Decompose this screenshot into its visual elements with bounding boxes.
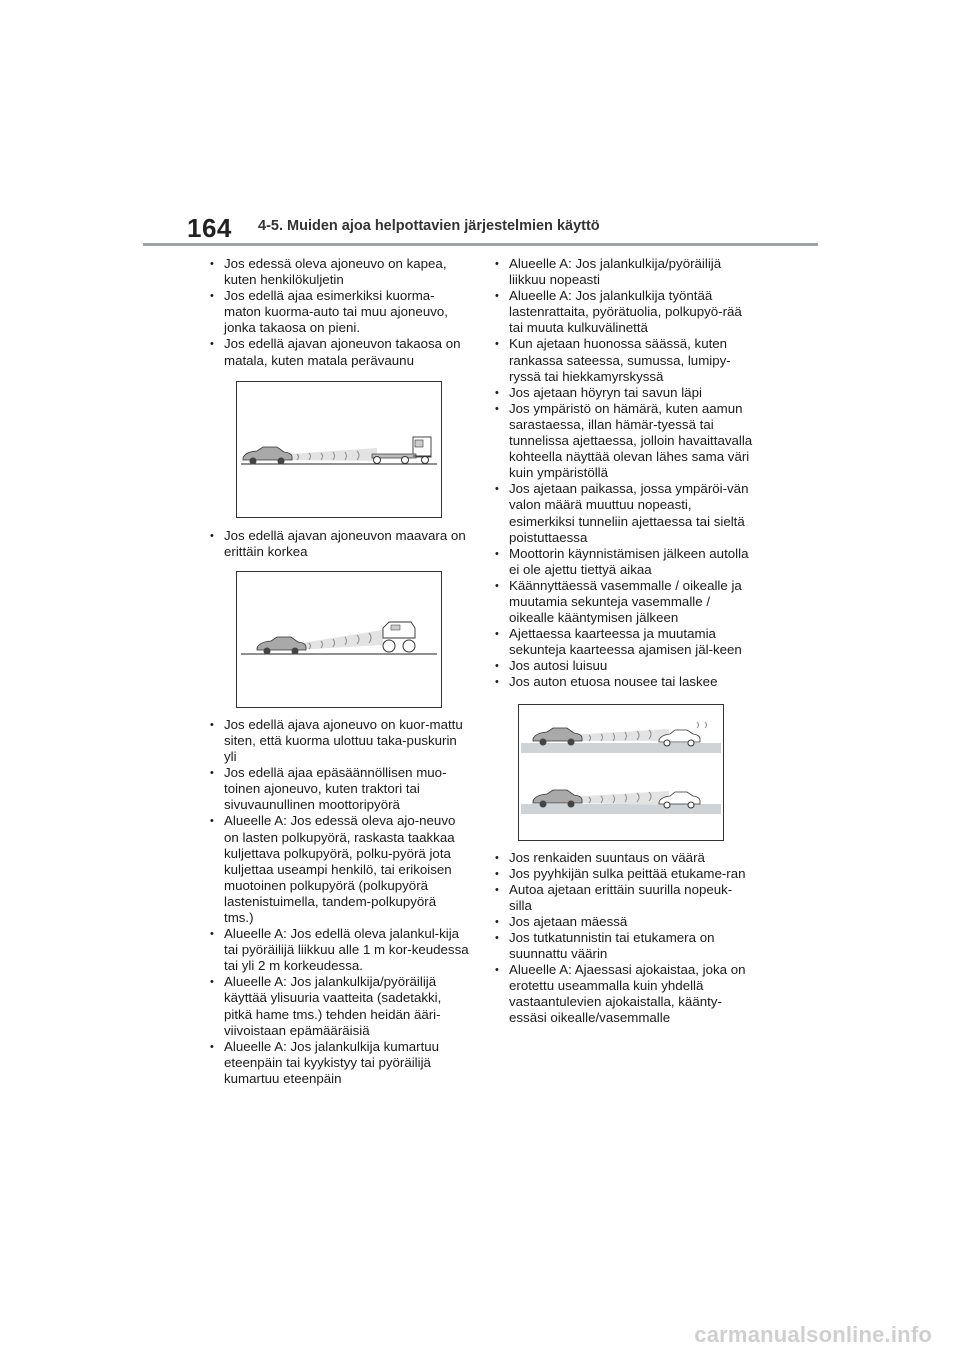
list-item: • Jos ympäristö on hämärä, kuten aamun sarastaessa, illan hämär-tyessä tai tunnelissa ajettaessa, jolloin havaittavalla kohteella näyttää olevan lähes sama väri kuin ympäristöllä [492,401,754,481]
list-item: • Jos auton etuosa nousee tai laskee [492,674,754,690]
list-item: • Jos edellä ajavan ajoneuvon takaosa on matala, kuten matala perävaunu [207,336,469,368]
list-item: • Jos ajetaan höyryn tai savun läpi [492,385,754,401]
list-item: • Jos edellä ajava ajoneuvo on kuor-mattu siten, että kuorma ulottuu taka-puskurin yli [207,717,469,765]
figure-pitch-change [518,704,724,841]
bullet-list-right-2 [492,850,754,1027]
list-item: • Alueelle A: Jos jalankulkija kumartuu eteenpäin tai kyykistyy tai pyöräilijä kumartuu eteenpäin [207,1039,469,1087]
car-icon [257,637,306,655]
list-item: • Jos edellä ajaa esimerkiksi kuorma-maton kuorma-auto tai muu ajoneuvo, jonka takaosa on pieni. [207,288,469,336]
list-item: • Jos edessä oleva ajoneuvo on kapea, kuten henkilökuljetin [207,256,469,288]
list-item: • Jos ajetaan mäessä [492,914,754,930]
list-item: • Kun ajetaan huonossa säässä, kuten rankassa sateessa, sumussa, lumipy-ryssä tai hiekkamyrskyssä [492,336,754,384]
bullet-list-left-3 [207,717,469,1087]
list-item: • Jos ajetaan paikassa, jossa ympäröi-vän valon määrä muuttuu nopeasti, esimerkiksi tunneliin ajettaessa tai sieltä poistuttaessa [492,481,754,545]
section-title: 4-5. Muiden ajoa helpottavien järjestelmien käyttö [258,218,600,234]
list-item: • Alueelle A: Jos edellä oleva jalankul-kija tai pyöräilijä liikkuu alle 1 m kor-keudessa tai yli 2 m korkeudessa. [207,926,469,974]
car-icon [533,728,582,746]
list-item: • Jos pyyhkijän sulka peittää etukame-ran [492,866,754,882]
list-item: • Käännyttäessä vasemmalle / oikealle ja muutamia sekunteja vasemmalle / oikealle kääntymisen jälkeen [492,578,754,626]
page-footer [0,1318,960,1358]
list-item: • Alueelle A: Jos jalankulkija/pyöräilijä käyttää ylisuuria vaatteita (sadetakki, pitkä hame tms.) tehden heidän ääri-viivoistaan epämääräisiä [207,974,469,1038]
watermark-link[interactable]: carmanualsonline.info [694,1322,932,1347]
list-item: • Jos edellä ajaa epäsäännöllisen muo-toinen ajoneuvo, kuten traktori tai sivuvaunullinen moottoripyörä [207,765,469,813]
page-number: 164 [187,213,232,243]
left-column [207,256,469,1087]
list-item: • Autoa ajetaan erittäin suurilla nopeuk-silla [492,882,754,914]
list-item: • Alueelle A: Jos jalankulkija työntää lastenrattaita, pyörätuolia, polkupyö-rää tai muuta kulkuvälinettä [492,288,754,336]
list-item: • Alueelle A: Jos jalankulkija/pyöräilijä liikkuu nopeasti [492,256,754,288]
page-header [0,0,960,250]
list-item: • Ajettaessa kaarteessa ja muutamia sekunteja kaarteessa ajamisen jäl-keen [492,626,754,658]
list-item: • Jos edellä ajavan ajoneuvon maavara on erittäin korkea [207,528,469,560]
list-item: • Moottorin käynnistämisen jälkeen autolla ei ole ajettu tiettyä aikaa [492,546,754,578]
figure-high-clearance [236,571,442,708]
bullet-list-left-1 [207,256,469,369]
bullet-list-right-1 [492,256,754,691]
high-clearance-illustration [237,572,441,707]
list-item: • Jos renkaiden suuntaus on väärä [492,850,754,866]
suv-icon [383,622,415,652]
list-item: • Alueelle A: Ajaessasi ajokaistaa, joka on erotettu useammalla kuin yhdellä vastaantulevien ajokaistalla, käänty-essäsi oikealle/vasemmalle [492,962,754,1026]
figure-low-trailer [236,381,442,518]
list-item: • Jos tutkatunnistin tai etukamera on suunnattu väärin [492,930,754,962]
pitch-change-illustration [519,705,723,840]
bullet-list-left-2 [207,528,469,560]
truck-icon [372,437,431,464]
list-item: • Alueelle A: Jos edessä oleva ajo-neuvo on lasten polkupyörä, raskasta taakkaa kuljettava polkupyörä, polku-pyörä jota kuljettaa useampi henkilö, tai erikoisen muotoinen polkupyörä (polkupyörä lastenistuimella, tandem-polkupyörä tms.) [207,813,469,926]
list-item: • Jos autosi luisuu [492,658,754,674]
header-rule [143,243,818,246]
car-icon [243,447,292,465]
low-trailer-illustration [237,382,441,517]
right-column [492,256,754,1027]
